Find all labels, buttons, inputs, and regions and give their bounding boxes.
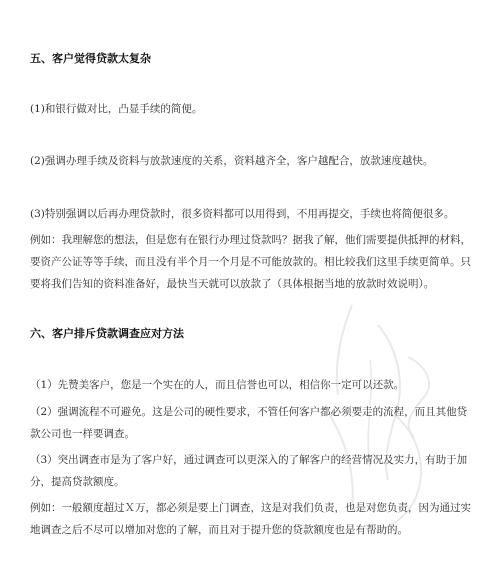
- section6-point-2: （2）强调流程不可避免。这是公司的硬性要求，不管任何客户都必须要走的流程，而且其他贷款公司也一样要调查。: [30, 406, 468, 440]
- section6-point-3: （3）突出调查市是为了客户好，通过调查可以更深入的了解客户的经营情况及实力，有助于加分，提高贷款额度。: [30, 454, 468, 488]
- section5-point-1: (1)和银行做对比，凸显手续的简便。: [30, 103, 203, 115]
- section6-example: 例如：一般额度超过Ｘ万，都必须是要上门调查，这是对我们负责，也是对您负责，因为通过实地调查之后不尽可以增加对您的了解，而且对于提升您的贷款额度也是有帮助的。: [30, 502, 471, 536]
- section5-example: 例如：我理解您的想法，但是您有在银行办理过贷款吗？据我了解，他们需要提供抵押的材料，要资产公证等等手续，而且没有半个月一个月是不可能放款的。相比较我们这里手续更简单。只要将我们告知的资料准备好，最快当天就可以放款了（具体根据当地的放款时效说明）。: [30, 234, 471, 290]
- section5-heading: 五、客户觉得贷款太复杂: [30, 52, 151, 65]
- section6-heading: 六、客户排斥贷款调查应对方法: [30, 327, 184, 340]
- section5-point-3: (3)特别强调以后再办理贷款时，很多资料都可以用得到，不用再提交，手续也将简便很多。: [30, 208, 455, 220]
- section5-point-2: (2)强调办理手续及资料与放款速度的关系，资料越齐全，客户越配合，放款速度越快。: [30, 155, 434, 167]
- section6-point-1: （1）先赞美客户，您是一个实在的人，而且信誉也可以，相信你一定可以还款。: [30, 379, 405, 391]
